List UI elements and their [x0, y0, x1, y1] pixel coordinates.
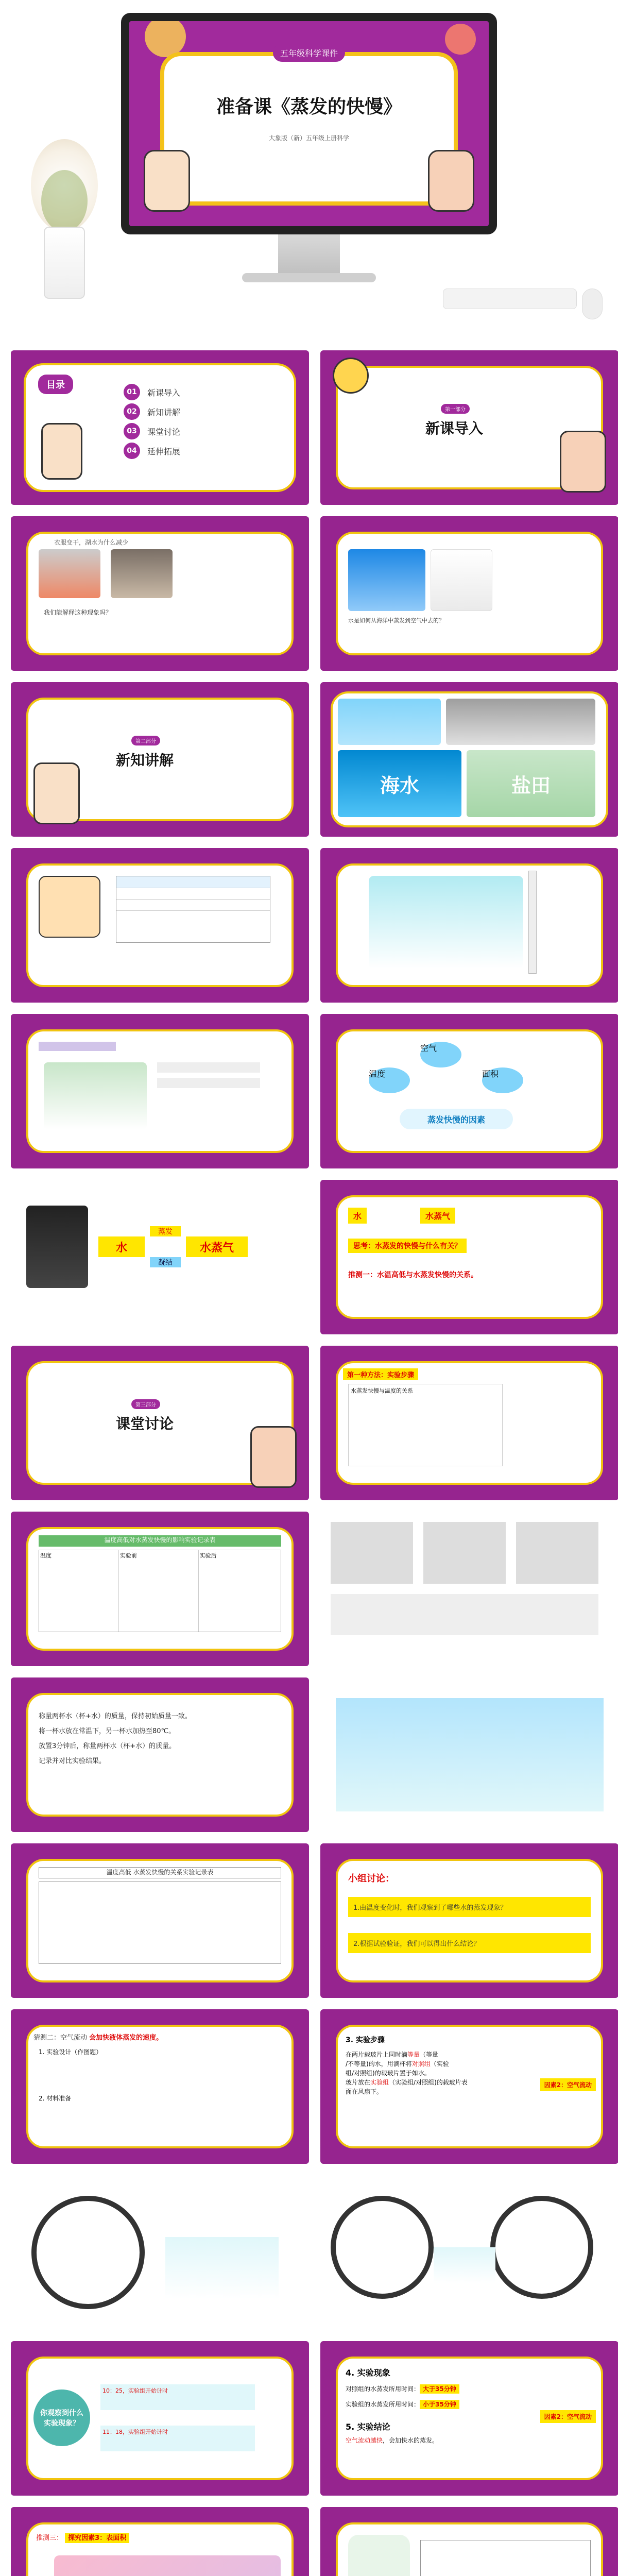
guess-sub-1: 1. 实验设计（作图题）	[39, 2048, 102, 2056]
record-table	[420, 2540, 591, 2576]
results-card	[336, 2357, 603, 2480]
section-tag: 第一部分	[441, 404, 470, 414]
slide-kids	[320, 848, 618, 1003]
method-card	[336, 1361, 603, 1485]
table-header: 温度高低对水蒸发快慢的影响实验记录表	[39, 1535, 281, 1547]
results-title: 4. 实验现象	[346, 2368, 390, 2378]
poem-photo	[431, 549, 492, 611]
clock-icon	[31, 2196, 145, 2309]
steps-card	[26, 1693, 294, 1817]
slide-qa	[11, 2341, 309, 2496]
glass-photo	[434, 2247, 495, 2283]
slide-experiment	[11, 848, 309, 1003]
hero-section	[0, 0, 618, 330]
steps3-card	[336, 2025, 603, 2148]
guess-lead-tail: 会加快液体蒸发的速度。	[89, 2034, 163, 2042]
steps-list	[39, 1705, 281, 1770]
section-card	[336, 366, 603, 489]
kids-drawing	[44, 1062, 147, 1129]
table-card	[26, 1527, 294, 1651]
guess-card	[26, 2025, 294, 2148]
guess-lead-text: 猜测二：空气流动	[33, 2034, 88, 2042]
section-card	[26, 1361, 294, 1485]
agenda-label: 新课导入	[147, 387, 181, 398]
factor-card	[336, 1029, 603, 1153]
science-card	[331, 691, 608, 827]
slide-clock-2	[320, 2175, 618, 2330]
cloud-icon: 温度	[369, 1067, 410, 1093]
section-tag: 第三部分	[131, 1399, 160, 1409]
slide-clock-1	[11, 2175, 309, 2330]
experiment-table	[116, 876, 270, 943]
kid-avatar	[33, 762, 80, 824]
factor-badge: 因素2：空气流动	[540, 2078, 596, 2091]
results-line: 空气流动越快，会加快水的蒸发。	[346, 2437, 439, 2444]
factor-title: 蒸发快慢的因素	[400, 1109, 513, 1129]
slide-method	[320, 1346, 618, 1500]
section-title: 课堂讨论	[116, 1416, 174, 1432]
cond-label: 凝结	[150, 1257, 181, 1267]
kid-avatar	[41, 423, 82, 480]
monitor-screen	[129, 21, 489, 226]
slide-guess-3	[11, 2507, 309, 2576]
results-line: 实验组的水蒸发所用时间： 小于35分钟	[346, 2400, 459, 2409]
slide-guess-2	[11, 2009, 309, 2164]
method-subtitle: 水蒸发快慢与温度的关系	[351, 1387, 413, 1394]
factor-badge: 因素2：空气流动	[540, 2410, 596, 2423]
agenda-num: 03	[124, 423, 140, 439]
photos-card	[336, 532, 603, 655]
slide-factors	[320, 1014, 618, 1168]
text-line	[157, 1062, 260, 1073]
evap-label: 蒸发	[150, 1226, 181, 1236]
balloon-decor	[445, 24, 476, 55]
question-1: 思考：水蒸发的快慢与什么有关？	[348, 1239, 467, 1253]
agenda-num: 02	[124, 403, 140, 420]
clock-icon	[490, 2196, 593, 2299]
slide-table	[11, 1512, 309, 1666]
agenda-item[interactable]	[124, 403, 180, 420]
step-item: 记录并对比实验结果。	[39, 1757, 106, 1765]
kid-avatar	[250, 1426, 297, 1488]
qa-card	[26, 2357, 294, 2480]
question-2: 推测一：水温高低与水蒸发快慢的关系。	[348, 1271, 478, 1279]
agenda-label: 延伸拓展	[147, 446, 181, 456]
table-col: 实验后	[199, 1552, 217, 1559]
discussion-title: 小组讨论：	[348, 1873, 394, 1884]
table-col: 实验前	[119, 1550, 199, 1632]
teacher-illustration	[39, 876, 100, 938]
steam-box: 水蒸气	[186, 1236, 248, 1257]
slide-discussion	[320, 1843, 618, 1998]
beaker-photo	[331, 1522, 413, 1584]
sea-photo	[348, 549, 425, 611]
kids-card	[336, 863, 603, 987]
section-title: 新知讲解	[116, 752, 174, 768]
discussion-card	[336, 1859, 603, 1982]
results-line: 对照组的水蒸发所用时间： 大于35分钟	[346, 2384, 459, 2393]
slide-photos-1	[11, 516, 309, 671]
section-title: 新课导入	[425, 420, 484, 436]
photos-question: 我们能解释这种现象吗？	[39, 606, 117, 619]
slide-photo	[100, 2426, 255, 2451]
glass-photo	[423, 1522, 506, 1584]
agenda-list	[124, 381, 180, 462]
steps3-title: 3. 实验步骤	[346, 2036, 385, 2044]
photos-question: 水是如何从海洋中蒸发到空气中去的？	[348, 617, 444, 624]
agenda-num: 01	[124, 384, 140, 400]
cloud-icon: 空气	[420, 1042, 461, 1067]
text-line	[157, 1078, 260, 1088]
record-table	[39, 1550, 281, 1632]
kid-avatar	[560, 431, 606, 493]
qa-time-1: 10：25，实验组开始计时	[102, 2387, 168, 2394]
table-card	[26, 1859, 294, 1982]
photos-card	[26, 532, 294, 655]
thermometer-icon	[528, 871, 537, 974]
slide-section-new	[11, 682, 309, 837]
steps3-body: 在两片载玻片上同时滴等量（等量 /不等量)的水，用滴杯将对照组（实验 组/对照组)的载玻片置于如水。 玻片放在实验组（实验组/对照组)的载玻片表 面在风扇下。	[346, 2051, 468, 2095]
clothes-photo	[39, 549, 100, 598]
screen-title: 准备课《蒸发的快慢》	[216, 96, 402, 117]
scale-photo	[516, 1522, 598, 1584]
slide-section-discuss	[11, 1346, 309, 1500]
slide-table-2	[11, 1843, 309, 1998]
slide-section-intro	[320, 350, 618, 505]
agenda-item[interactable]	[124, 384, 180, 400]
section-tag: 第二部分	[131, 736, 160, 745]
water-box: 水	[348, 1208, 367, 1224]
slide-questions	[320, 1180, 618, 1334]
qa-question: 你观察到什么实验现象？	[33, 2389, 90, 2446]
guess-sub-2: 2. 材料准备	[39, 2095, 72, 2102]
blurred-photo	[54, 2555, 281, 2576]
slide-results	[320, 2341, 618, 2496]
slide-data-table	[320, 2507, 618, 2576]
agenda-item[interactable]	[124, 423, 180, 439]
steam-box: 水蒸气	[420, 1208, 455, 1224]
glass-photo	[165, 2237, 279, 2299]
agenda-num: 04	[124, 443, 140, 459]
table-card	[336, 2522, 603, 2576]
table-col: 温度	[39, 1550, 119, 1632]
keyboard	[443, 289, 577, 309]
slide-photos-2	[320, 516, 618, 671]
salt-word-photo: 盐田	[467, 750, 595, 817]
table-header: 温度高低 水蒸发快慢的关系实验记录表	[39, 1867, 281, 1878]
photos-caption: 衣服变干，湖水为什么减少	[54, 539, 129, 546]
agenda-item[interactable]	[124, 443, 180, 459]
monitor	[121, 13, 497, 234]
slide-agenda	[11, 350, 309, 505]
monitor-stand	[278, 234, 340, 276]
step-item: 称量两杯水（杯+水）的质量，保持初始质量一致。	[39, 1713, 192, 1720]
kid-right-avatar	[428, 150, 474, 212]
kid-left-avatar	[144, 150, 190, 212]
step-item: 将一杯水放在常温下，另一杯水加热至80℃。	[39, 1727, 176, 1735]
slides-grid	[11, 350, 618, 2576]
slide-science	[320, 682, 618, 837]
results-title: 5. 实验结论	[346, 2422, 390, 2432]
slide-steps-3	[320, 2009, 618, 2164]
section-card	[26, 698, 294, 821]
heading-bar	[39, 1042, 116, 1051]
cloud-icon: 面积	[482, 1067, 523, 1093]
landscape-photo	[336, 1698, 604, 1811]
ocean-photo	[338, 699, 441, 745]
sea-word-photo: 海水	[338, 750, 461, 817]
dinosaur-illustration	[348, 2535, 410, 2576]
mouse	[582, 289, 603, 319]
flower-pot	[21, 139, 108, 304]
step-item: 放置3分钟后，称量两杯水（杯+水）的质量。	[39, 1742, 176, 1750]
salt-photo	[446, 699, 595, 745]
guess-lead: 推测三： 探究因素3：表面积	[36, 2532, 129, 2542]
kettle-photo	[26, 1206, 88, 1288]
record-table	[39, 1882, 281, 1964]
question-card	[336, 1195, 603, 1319]
kids-photo	[369, 876, 523, 969]
slide-lake-photo	[320, 1677, 618, 1832]
water-box: 水	[98, 1236, 145, 1257]
grade-label: 五年级科学课件	[273, 44, 345, 62]
agenda-title: 目录	[38, 375, 73, 394]
screen-subtitle: 大象版（新）五年级上册科学	[268, 134, 349, 142]
slide-experiment-photos	[320, 1512, 618, 1666]
experiment-card	[26, 863, 294, 987]
method-figure	[348, 1384, 503, 1466]
guess-lead	[33, 2032, 163, 2042]
agenda-label: 课堂讨论	[147, 427, 181, 437]
bench-photo	[331, 1594, 598, 1635]
method-title: 第一种方法：实验步骤	[343, 1368, 418, 1380]
dry-lake-photo	[111, 549, 173, 598]
slide-evap-diagram	[11, 1180, 309, 1334]
guess-card	[26, 2522, 294, 2576]
qa-time-2: 11：18，实验组开始计时	[102, 2429, 168, 2435]
agenda-label: 新知讲解	[147, 407, 181, 417]
monitor-base	[242, 273, 376, 282]
clock-icon	[331, 2196, 434, 2299]
slide-steps	[11, 1677, 309, 1832]
balloon-icon	[333, 358, 369, 394]
slide-photo	[100, 2384, 255, 2410]
discussion-q2: 2.根据试验验证，我们可以得出什么结论？	[348, 1933, 591, 1953]
title-card	[160, 48, 458, 206]
discussion-q1: 1.由温度变化时，我们观察到了哪些水的蒸发现象？	[348, 1897, 591, 1917]
slide-thermo	[11, 1014, 309, 1168]
agenda-card	[24, 363, 296, 492]
thermo-card	[26, 1029, 294, 1153]
